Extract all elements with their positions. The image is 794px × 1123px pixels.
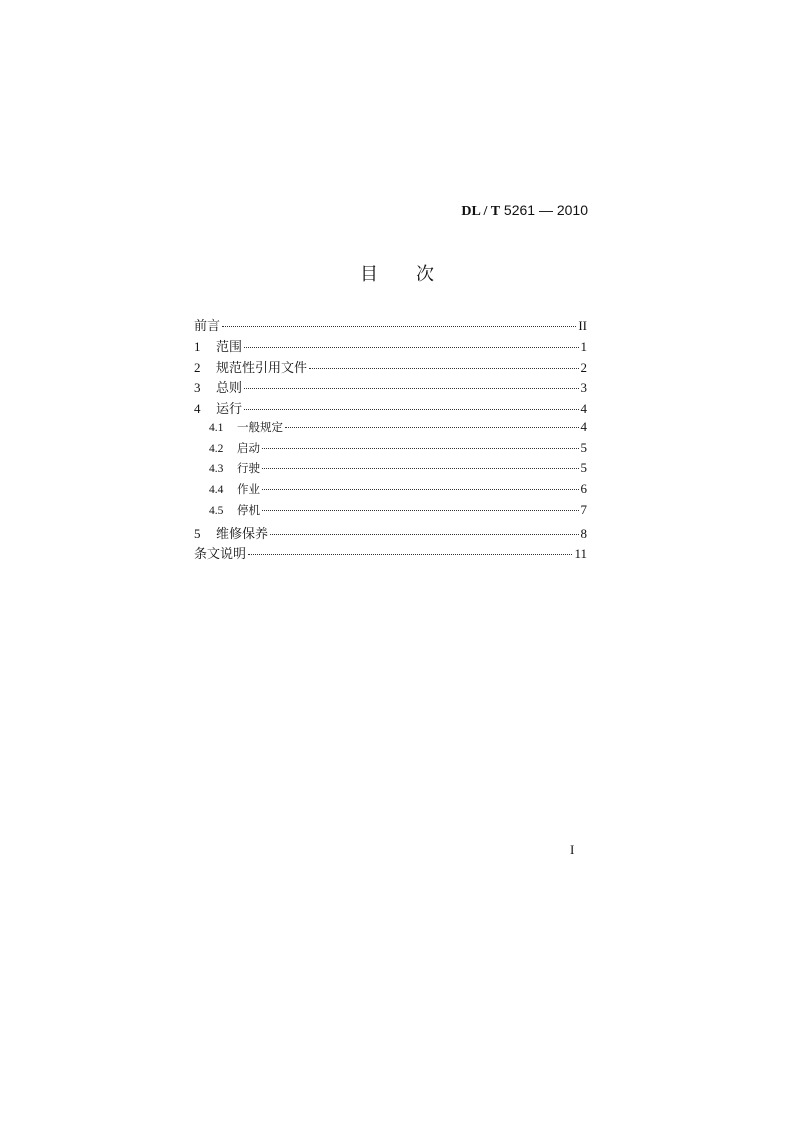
toc-entry-page: 4 (580, 401, 587, 416)
toc-dot-leader (244, 409, 578, 410)
toc-entry-page: 11 (574, 546, 587, 562)
toc-entry-number: 4.4 (209, 484, 224, 496)
standard-code-prefix: DL / T (461, 204, 501, 219)
toc-entry[interactable] (194, 460, 587, 481)
toc-dot-leader (262, 468, 579, 469)
toc-entry-page: 6 (580, 481, 587, 496)
toc-entry-number: 4.3 (209, 463, 224, 476)
toc-entry-page: 2 (580, 359, 587, 375)
toc-entry-number: 5 (194, 525, 201, 541)
toc-entry-page: 3 (580, 380, 587, 396)
toc-entry-label: 一般规定 (237, 419, 283, 434)
toc-entry[interactable] (194, 523, 587, 544)
toc-dot-leader (222, 326, 576, 327)
toc-entry[interactable] (194, 419, 587, 440)
toc-dot-leader (270, 534, 578, 535)
toc-entry[interactable] (194, 502, 587, 523)
toc-entry[interactable] (194, 440, 587, 461)
standard-code (400, 202, 588, 220)
toc-entry-label: 作业 (237, 482, 260, 496)
toc-entry-page: 7 (580, 501, 587, 517)
toc-entry-page: 5 (580, 439, 587, 455)
toc-dot-leader (262, 448, 579, 449)
page-title: 目次 (360, 264, 472, 285)
toc-entry-label: 停机 (237, 502, 260, 517)
toc-entry-page: II (578, 318, 587, 333)
toc-entry-label: 总则 (216, 381, 243, 397)
toc-entry-number: 4.5 (209, 504, 224, 517)
toc-entry-label: 条文说明 (194, 547, 247, 563)
toc-entry-number: 3 (194, 380, 201, 396)
standard-code-number: 5261 — 2010 (500, 202, 588, 218)
toc-dot-leader (262, 510, 579, 511)
toc-entry-number: 4 (194, 401, 201, 416)
toc-entry[interactable] (194, 398, 587, 419)
page-number: I (570, 842, 575, 857)
toc-dot-leader (285, 427, 579, 428)
toc-entry-page: 1 (580, 338, 587, 354)
toc-entry-page: 8 (580, 525, 587, 541)
toc-dot-leader (309, 368, 578, 369)
toc-entry-number: 1 (194, 338, 201, 354)
toc-entry[interactable] (194, 336, 587, 357)
toc-entry[interactable] (194, 481, 587, 502)
toc-entry-number: 2 (194, 359, 201, 375)
toc-entry-label: 规范性引用文件 (216, 360, 308, 376)
toc-dot-leader (248, 554, 572, 555)
toc-entry-number: 4.1 (209, 421, 224, 434)
toc-entry-label: 行驶 (237, 461, 260, 476)
toc-dot-leader (262, 489, 579, 490)
toc-entry[interactable] (194, 377, 587, 398)
toc-entry-label: 运行 (216, 402, 243, 417)
toc-entry-label: 前言 (194, 319, 221, 334)
toc-entry[interactable] (194, 315, 587, 336)
toc-entry-number: 4.2 (209, 442, 224, 455)
toc-entry-page: 5 (580, 460, 587, 476)
toc-entry-label: 启动 (237, 440, 260, 455)
toc-entry-label: 维修保养 (216, 526, 269, 542)
toc-dot-leader (244, 388, 578, 389)
toc-entry-page: 4 (580, 418, 587, 434)
toc-entry-label: 范围 (216, 339, 243, 355)
table-of-contents (194, 315, 587, 564)
toc-entry[interactable] (194, 357, 587, 378)
toc-dot-leader (244, 347, 578, 348)
toc-entry[interactable] (194, 543, 587, 564)
